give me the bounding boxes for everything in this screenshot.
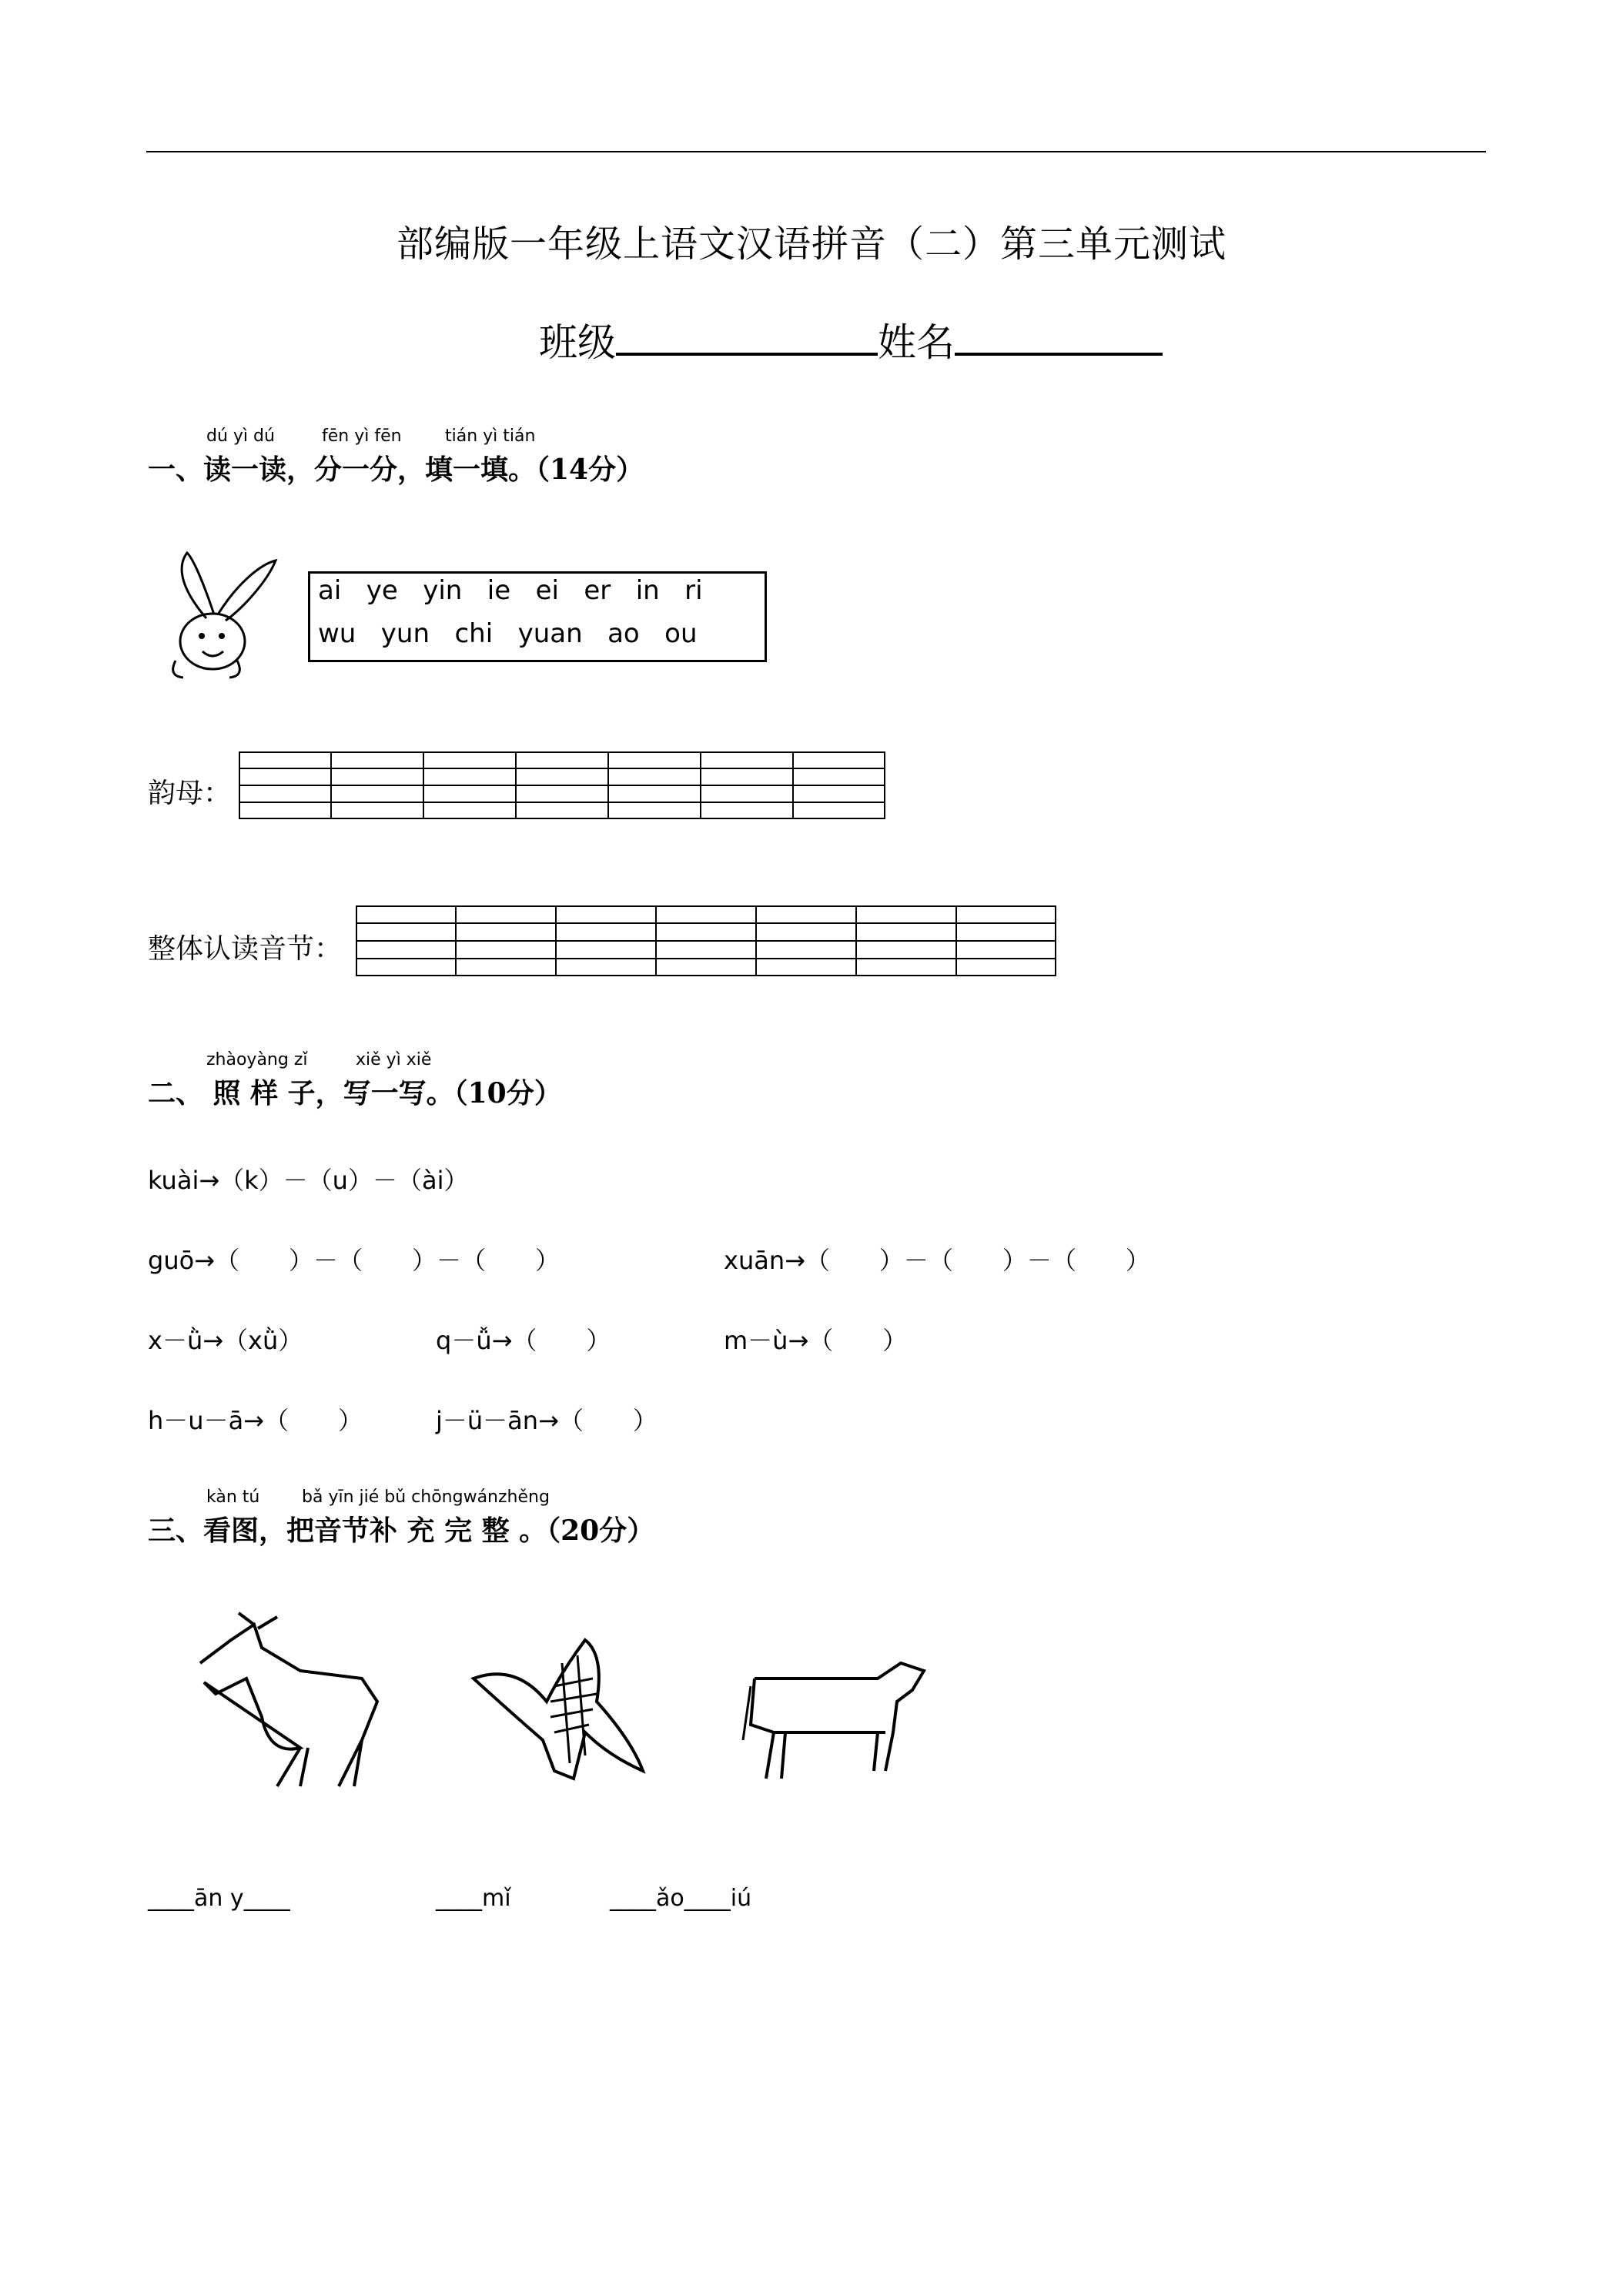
syllable: ai <box>318 575 342 606</box>
syllable: chi <box>454 618 494 649</box>
section1-ruby-1: dú yì dú <box>206 427 275 446</box>
class-blank[interactable] <box>616 317 878 356</box>
syllable-line-2 <box>318 618 698 649</box>
syllable-box <box>308 571 767 662</box>
syllable: ei <box>535 575 559 606</box>
syllable: yun <box>380 618 430 649</box>
finals-writing-grid[interactable] <box>239 751 887 822</box>
section1-heading: 一、读一读，分一分，填一填。（14分） <box>148 454 644 486</box>
question-xu: x－ǜ→（xǜ） <box>148 1326 303 1355</box>
finals-label: 韵母： <box>148 778 232 809</box>
answer-blank-goat[interactable]: ____ān y____ <box>148 1885 290 1912</box>
syllable: in <box>635 575 660 606</box>
syllable-line-1 <box>318 575 703 606</box>
cow-icon <box>739 1655 939 1786</box>
rabbit-icon <box>152 545 283 684</box>
answer-blank-cow[interactable]: ____ǎo____iú <box>610 1885 752 1912</box>
question-mu[interactable]: m－ù→（ ） <box>724 1326 908 1355</box>
answer-blank-corn[interactable]: ____mǐ <box>436 1885 511 1912</box>
syllable: ye <box>366 575 398 606</box>
top-rule <box>146 151 1486 152</box>
section2-heading: 二、 照 样 子，写一写。（10分） <box>148 1077 562 1110</box>
class-label: 班级 <box>539 320 616 365</box>
goat-icon <box>185 1609 393 1802</box>
question-hua[interactable]: h－u－ā→（ ） <box>148 1406 363 1435</box>
question-qu[interactable]: q－ǚ→（ ） <box>436 1326 611 1355</box>
syllable: yuan <box>517 618 583 649</box>
section3-ruby-1: kàn tú <box>206 1488 260 1507</box>
syllable: ou <box>664 618 698 649</box>
syllable: yin <box>423 575 463 606</box>
question-xuan[interactable]: xuān→（ ）－（ ）－（ ） <box>724 1246 1150 1275</box>
section3-ruby-2: bǎ yīn jié bǔ chōngwánzhěng <box>302 1488 550 1507</box>
syllable: ri <box>684 575 703 606</box>
section2-ruby-1: zhàoyàng zǐ <box>206 1050 308 1069</box>
syllable: ao <box>607 618 640 649</box>
section3-heading: 三、看图，把音节补 充 完 整 。（20分） <box>148 1514 655 1547</box>
section1-ruby-3: tián yì tián <box>445 427 536 446</box>
question-juan[interactable]: j－ü－ān→（ ） <box>436 1406 658 1435</box>
question-guo[interactable]: guō→（ ）－（ ）－（ ） <box>148 1246 560 1275</box>
name-blank[interactable] <box>955 317 1163 356</box>
example-line: kuài→（k）－（u）－（ài） <box>148 1166 469 1195</box>
page-title: 部编版一年级上语文汉语拼音（二）第三单元测试 <box>396 223 1226 266</box>
corn-icon <box>470 1632 647 1786</box>
class-name-line <box>539 312 1163 367</box>
whole-syllables-writing-grid[interactable] <box>356 905 1058 979</box>
syllable: ie <box>487 575 511 606</box>
whole-syllables-label: 整体认读音节： <box>148 933 343 965</box>
name-label: 姓名 <box>878 320 955 365</box>
syllable: er <box>584 575 611 606</box>
section1-ruby-2: fēn yì fēn <box>322 427 402 446</box>
section2-ruby-2: xiě yì xiě <box>356 1050 432 1069</box>
syllable: wu <box>318 618 356 649</box>
